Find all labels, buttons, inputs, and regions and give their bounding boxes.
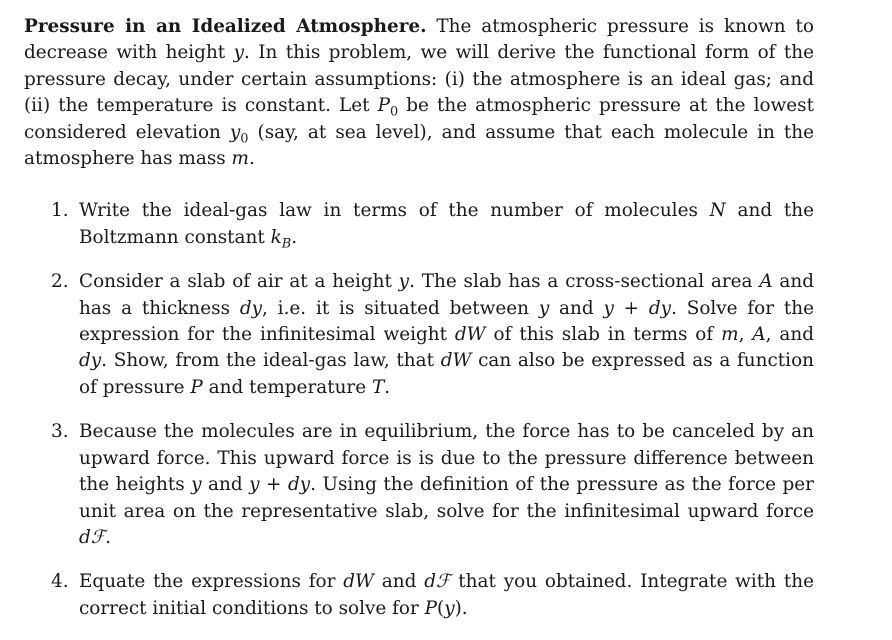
- problem-text: . The slab has a cross-sectional area: [409, 271, 760, 293]
- math-subscript: B: [281, 236, 292, 252]
- math-var: P: [424, 597, 437, 619]
- problem-text: can also be expressed as a function of pressure: [79, 350, 814, 398]
- problem-item-3: [24, 419, 814, 551]
- math-var: y: [398, 271, 410, 293]
- intro-text: .: [249, 148, 255, 170]
- intro-paragraph: [24, 14, 814, 172]
- intro-text: be the atmospheric pressure at the lowest considered elevation: [24, 95, 814, 143]
- problem-text: .: [384, 376, 391, 398]
- problem-text: , i.e. it is situated between: [262, 297, 539, 319]
- intro-text: . In this problem, we will derive the functional form of the pressure decay, under certain assumptions: (i) the atmosphere is an ideal gas; and (ii) the temperature is constant. Let: [24, 42, 814, 117]
- math-var: m: [231, 148, 249, 170]
- math-subscript: 0: [240, 131, 249, 147]
- math-var: ℱ: [435, 571, 451, 593]
- math-var: m: [721, 324, 739, 346]
- math-var: T: [371, 376, 385, 398]
- math-operator: +: [259, 474, 288, 496]
- math-var: A: [752, 324, 766, 346]
- problem-text: and temperature: [202, 376, 372, 398]
- math-var: dy: [79, 350, 102, 372]
- section-heading: Pressure in an Idealized Atmosphere.: [24, 16, 427, 37]
- math-var: y: [229, 121, 241, 143]
- math-operator: +: [613, 297, 649, 319]
- math-var: k: [270, 226, 282, 248]
- problem-list: [24, 198, 814, 622]
- math-var: ℱ: [90, 526, 106, 548]
- problem-text: Because the molecules are in equilibrium, the force has to be canceled by an upward force. This upward force is is due to the pressure difference between the heights: [79, 421, 814, 496]
- problem-number: 2.: [51, 271, 69, 293]
- problem-text: and has a thickness: [79, 271, 814, 319]
- problem-number: 1.: [51, 200, 69, 222]
- problem-text: .: [291, 226, 298, 248]
- problem-text: . Using the definition of the pressure as the force per unit area on the representative slab, solve for the infinitesimal upward force: [79, 474, 814, 522]
- math-var: dy: [287, 474, 311, 496]
- problem-text: Equate the expressions for: [79, 571, 344, 593]
- problem-text: and: [373, 571, 425, 593]
- problem-item-4: [24, 569, 814, 622]
- problem-text: and: [201, 474, 250, 496]
- problem-text: , and: [765, 324, 814, 346]
- problem-number: 3.: [51, 421, 69, 443]
- problem-text: . Show, from the ideal-gas law, that: [101, 350, 441, 372]
- document-page: [24, 14, 814, 640]
- math-var: y: [191, 474, 202, 496]
- problem-text: . Solve for the expression for the infinitesimal weight: [79, 297, 814, 346]
- intro-text: (say, at sea level), and assume that each molecule in the atmosphere has mass: [24, 121, 814, 170]
- problem-text: and: [549, 297, 604, 319]
- intro-text: The atmospheric pressure is known to decrease with height: [24, 16, 814, 64]
- math-var: y: [603, 297, 614, 319]
- math-var: dy: [239, 297, 263, 319]
- problem-text: that you obtained. Integrate with the correct initial conditions to solve for: [79, 571, 814, 619]
- math-var: y: [538, 297, 550, 319]
- math-var: dW: [440, 350, 472, 372]
- math-var: dW: [454, 324, 486, 346]
- math-var: dy: [648, 297, 672, 319]
- math-var: d: [424, 571, 436, 593]
- math-var: P: [190, 376, 203, 398]
- problem-text: .: [105, 526, 112, 548]
- math-var: y: [249, 474, 260, 496]
- problem-text: Write the ideal-gas law in terms of the number of molecules: [79, 200, 710, 222]
- math-subscript: 0: [389, 104, 399, 120]
- math-paren: (: [437, 597, 445, 619]
- problem-text: .: [461, 597, 468, 619]
- problem-text: and the Boltzmann constant: [79, 200, 814, 248]
- math-var: y: [233, 42, 244, 64]
- problem-text: ,: [738, 324, 753, 346]
- problem-number: 4.: [51, 571, 69, 593]
- math-var: y: [444, 597, 455, 619]
- problem-item-2: [24, 269, 814, 401]
- math-paren: ): [454, 597, 462, 619]
- problem-text: of this slab in terms of: [485, 324, 722, 346]
- math-var: dW: [343, 571, 374, 593]
- problem-item-1: [24, 198, 814, 251]
- math-var: d: [79, 526, 91, 548]
- math-var: A: [759, 271, 773, 293]
- math-var: P: [377, 95, 390, 117]
- problem-text: Consider a slab of air at a height: [79, 271, 399, 293]
- math-var: N: [709, 200, 726, 222]
